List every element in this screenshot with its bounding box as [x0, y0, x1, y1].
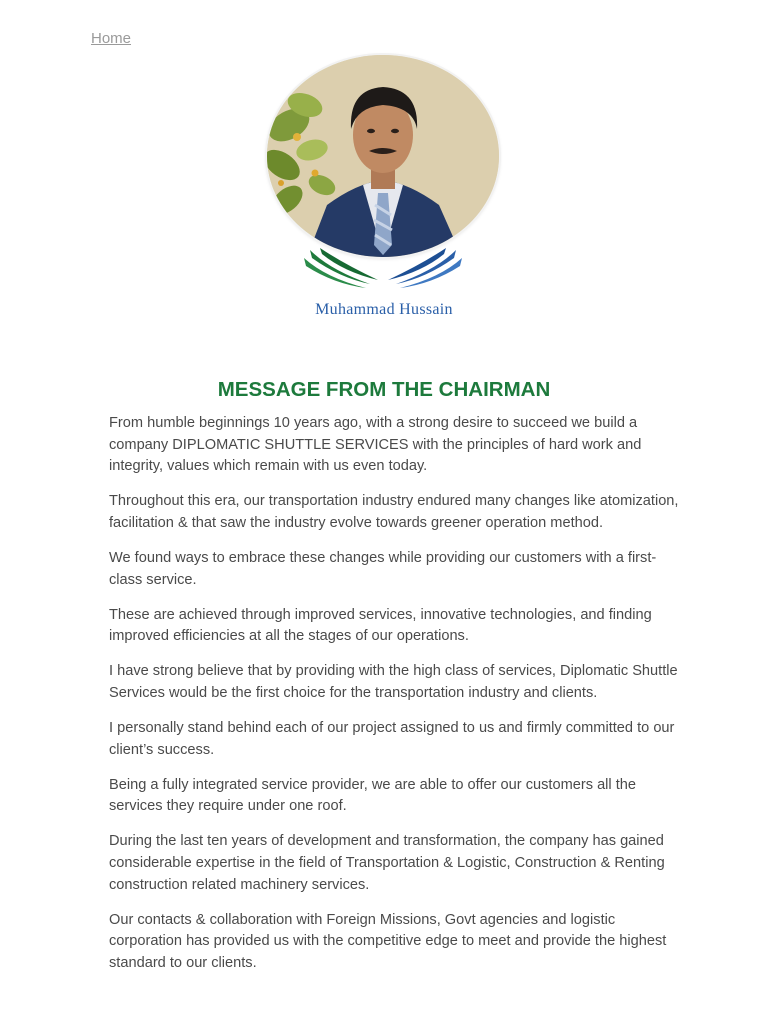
- message-paragraph: From humble beginnings 10 years ago, with a strong desire to succeed we build a company DIPLOMATIC SHUTTLE SERVICES with the principles of hard work and integrity, values which remain with us even today.: [109, 415, 642, 475]
- laurel-left: [304, 248, 378, 288]
- message-paragraph: During the last ten years of development and transformation, the company has gained considerable expertise in the field of Transportation & Logistic, Construction & Renting construction related machinery services.: [109, 833, 665, 893]
- message-paragraph: We found ways to embrace these changes while providing our customers with a first-class service.: [109, 549, 657, 588]
- chairman-name: Muhammad Hussain: [315, 301, 453, 318]
- portrait-image: [267, 55, 499, 257]
- message-paragraph: I personally stand behind each of our project assigned to us and firmly committed to our client’s success.: [109, 720, 675, 758]
- message-body: [109, 413, 684, 988]
- message-paragraph: Being a fully integrated service provider, we are able to offer our customers all the services they require under one roof.: [109, 776, 637, 815]
- message-paragraph: Our contacts & collaboration with Foreign Missions, Govt agencies and logistic corporation has provided us with the competitive edge to meet and provide the highest standard to our clients.: [109, 911, 667, 971]
- message-title: MESSAGE FROM THE CHAIRMAN: [217, 378, 551, 401]
- message-paragraph: I have strong believe that by providing with the high class of services, Diplomatic Shuttle Services would be the first choice for the transportation industry and clients.: [109, 663, 678, 701]
- chairman-portrait: [267, 55, 499, 257]
- message-paragraph: Throughout this era, our transportation industry endured many changes like atomization, facilitation & that saw the industry evolve towards greener operation method.: [109, 493, 679, 531]
- laurel-wreath-icon: [300, 244, 466, 292]
- laurel-right: [388, 248, 462, 288]
- home-link[interactable]: Home: [91, 30, 132, 47]
- portrait-photo: [267, 55, 499, 257]
- message-paragraph: These are achieved through improved services, innovative technologies, and finding improved efficiencies at all the stages of our operations.: [109, 606, 652, 645]
